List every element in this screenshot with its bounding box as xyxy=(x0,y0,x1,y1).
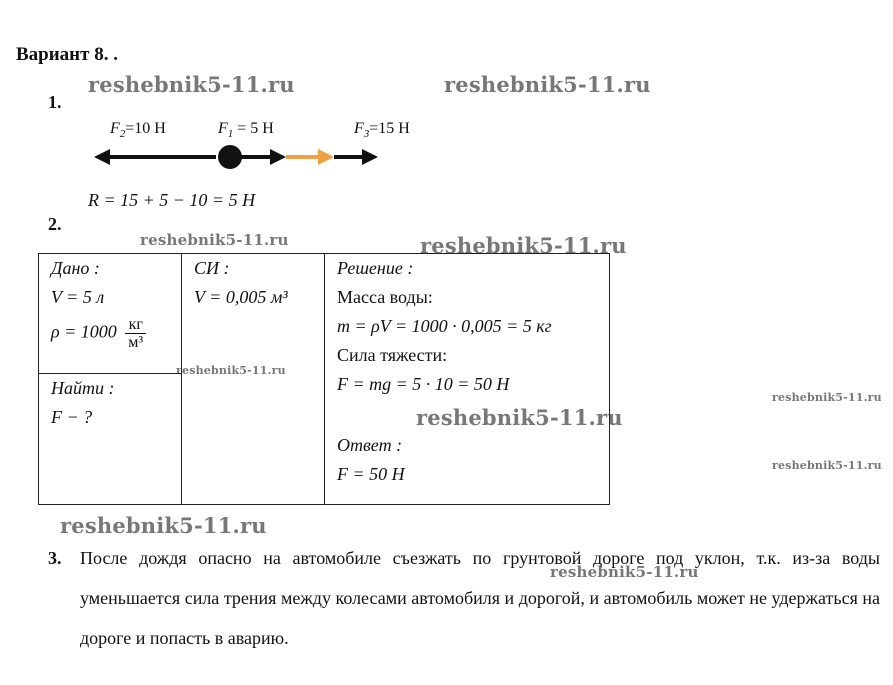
solution-table xyxy=(38,253,610,505)
task1-number: 1. xyxy=(48,92,62,112)
answer-value: F = 50 Н xyxy=(337,464,405,484)
watermark: reshebnik5-11.ru xyxy=(88,72,295,97)
watermark: reshebnik5-11.ru xyxy=(772,459,882,472)
force-f2-arrowhead xyxy=(94,149,110,165)
solution-cell xyxy=(325,254,610,505)
body-point xyxy=(218,145,242,169)
mass-label: Масса воды: xyxy=(337,287,433,307)
watermark: reshebnik5-11.ru xyxy=(550,563,699,581)
resultant-formula: R = 15 + 5 − 10 = 5 Н xyxy=(88,190,256,210)
si-cell xyxy=(182,254,325,505)
page-title: Вариант 8. . xyxy=(16,44,118,65)
find-header: Найти : xyxy=(51,378,115,399)
density-unit: $\frac{кг}{\text{м³}}$ xyxy=(125,316,146,351)
force-f3-arrowhead xyxy=(362,149,378,165)
watermark: reshebnik5-11.ru xyxy=(176,364,286,377)
watermark: reshebnik5-11.ru xyxy=(416,405,623,430)
given-density: ρ = 1000 $\frac{кг}{\text{м³}}$ xyxy=(51,316,169,351)
watermark: reshebnik5-11.ru xyxy=(60,513,267,538)
force-label-f2: $F_2=10$ Н xyxy=(110,120,166,141)
mass-formula: m = ρV = 1000 · 0,005 = 5 кг xyxy=(337,316,552,336)
watermark: reshebnik5-11.ru xyxy=(444,72,651,97)
watermark: reshebnik5-11.ru xyxy=(772,391,882,404)
find-value: F − ? xyxy=(51,407,93,428)
find-cell xyxy=(39,374,182,505)
force-f1-arrowhead xyxy=(270,149,286,165)
force-label-f1: $F_1 = 5$ Н xyxy=(218,120,274,141)
watermark: reshebnik5-11.ru xyxy=(140,231,289,249)
answer-header: Ответ : xyxy=(337,435,403,455)
si-header: СИ : xyxy=(194,258,230,278)
force-label-f3: $F_3=15$ Н xyxy=(354,120,410,141)
task2-number: 2. xyxy=(48,214,62,234)
force-highlight-arrowhead xyxy=(318,149,334,165)
given-volume: V = 5 л xyxy=(51,287,105,307)
si-volume: V = 0,005 м³ xyxy=(194,287,288,307)
solution-header: Решение : xyxy=(337,258,414,278)
task3-number: 3. xyxy=(48,548,62,568)
gravity-label: Сила тяжести: xyxy=(337,345,448,365)
gravity-formula: F = mg = 5 · 10 = 50 Н xyxy=(337,374,510,394)
given-header: Дано : xyxy=(51,258,100,278)
watermark: reshebnik5-11.ru xyxy=(420,233,627,258)
task3-text: После дождя опасно на автомобиле съезжать по грунтовой дороге под уклон, т.к. из-за воды уменьшается сила трения между колесами автомобиля и дорогой, и автомобиль может не удержаться на дороге и попасть в аварию. xyxy=(80,548,880,648)
given-cell xyxy=(39,254,182,374)
